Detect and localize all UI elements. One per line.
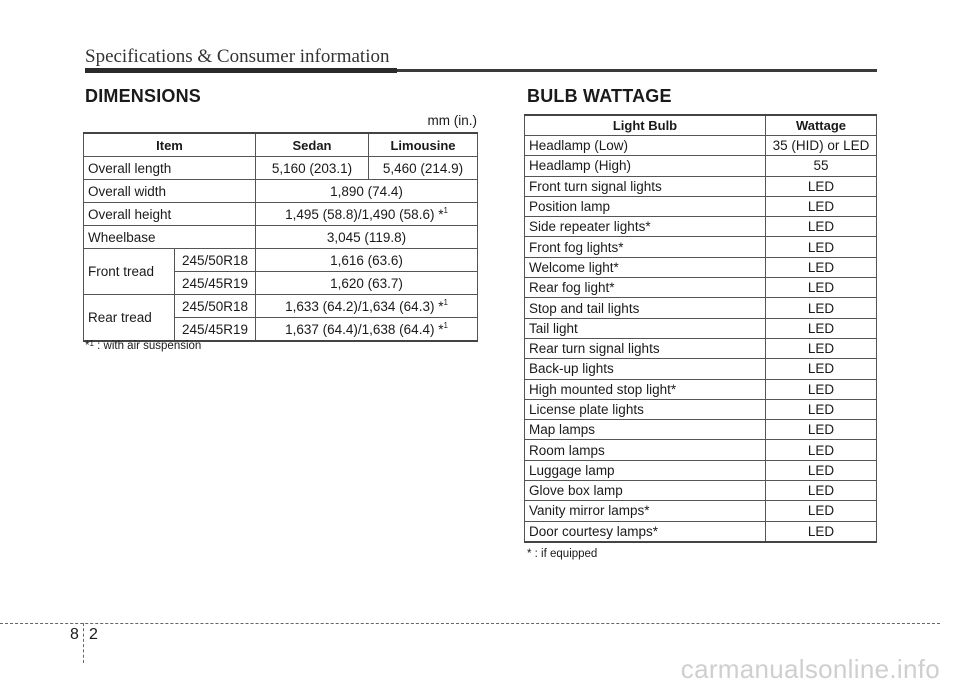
- bulb-wattage: LED: [766, 481, 877, 501]
- table-row: [525, 501, 877, 521]
- footnote-mark: 1: [89, 339, 94, 348]
- item-label: Rear tread: [84, 295, 175, 342]
- bulb-wattage: LED: [766, 399, 877, 419]
- bulb-name: Glove box lamp: [525, 481, 766, 501]
- page-number: 2: [89, 626, 98, 643]
- bulb-wattage: LED: [766, 440, 877, 460]
- bulb-wattage: LED: [766, 237, 877, 257]
- bulb-name: High mounted stop light*: [525, 379, 766, 399]
- bulb-name: Headlamp (High): [525, 156, 766, 176]
- table-row: [525, 176, 877, 196]
- table-row: [525, 338, 877, 358]
- footnote-star: *: [85, 340, 90, 352]
- footer-rule: [0, 623, 940, 624]
- bulb-name: Rear fog light*: [525, 278, 766, 298]
- watermark: carmanualsonline.info: [680, 654, 940, 684]
- table-row: [84, 295, 478, 318]
- bulb-wattage: LED: [766, 318, 877, 338]
- shared-value: [256, 295, 478, 318]
- value-text: 1,495 (58.8)/1,490 (58.6) *: [285, 206, 444, 222]
- table-row: [84, 203, 478, 226]
- bulb-wattage: LED: [766, 298, 877, 318]
- footer-divider: [83, 623, 84, 663]
- bulb-name: Tail light: [525, 318, 766, 338]
- tire-size: 245/45R19: [175, 318, 256, 342]
- table-header-row: [525, 115, 877, 136]
- col-header-limousine: Limousine: [369, 133, 478, 157]
- table-row: [525, 420, 877, 440]
- shared-value: 3,045 (119.8): [256, 226, 478, 249]
- bulb-wattage: LED: [766, 420, 877, 440]
- table-row: [525, 359, 877, 379]
- page-section: 8: [70, 626, 79, 643]
- dimensions-footnote: [85, 340, 201, 352]
- value-text: 1,633 (64.2)/1,634 (64.3) *: [285, 298, 444, 314]
- bulb-name: Position lamp: [525, 196, 766, 216]
- bulb-name: Stop and tail lights: [525, 298, 766, 318]
- table-row: [525, 237, 877, 257]
- bulb-wattage: LED: [766, 460, 877, 480]
- bulb-name: Welcome light*: [525, 257, 766, 277]
- bulb-wattage-title: BULB WATTAGE: [527, 86, 672, 106]
- bulb-wattage: LED: [766, 257, 877, 277]
- dimensions-unit: mm (in.): [427, 113, 477, 128]
- col-header-sedan: Sedan: [256, 133, 369, 157]
- item-label: Overall width: [84, 180, 256, 203]
- bulb-wattage: LED: [766, 176, 877, 196]
- table-row: [84, 157, 478, 180]
- shared-value: 1,616 (63.6): [256, 249, 478, 272]
- table-row: [525, 460, 877, 480]
- tire-size: 245/50R18: [175, 249, 256, 272]
- col-header-light-bulb: Light Bulb: [525, 115, 766, 136]
- table-header-row: [84, 133, 478, 157]
- bulb-name: Front fog lights*: [525, 237, 766, 257]
- footnote-text: : with air suspension: [93, 340, 202, 352]
- bulb-name: Rear turn signal lights: [525, 338, 766, 358]
- table-row: [84, 180, 478, 203]
- bulb-wattage: LED: [766, 278, 877, 298]
- col-header-item: Item: [84, 133, 256, 157]
- bulb-name: Headlamp (Low): [525, 136, 766, 156]
- table-row: [84, 249, 478, 272]
- bulb-wattage: LED: [766, 359, 877, 379]
- tire-size: 245/45R19: [175, 272, 256, 295]
- item-label: Front tread: [84, 249, 175, 295]
- bulb-footnote: * : if equipped: [527, 548, 598, 560]
- bulb-wattage-table: [524, 114, 877, 543]
- bulb-name: Front turn signal lights: [525, 176, 766, 196]
- bulb-name: License plate lights: [525, 399, 766, 419]
- bulb-name: Side repeater lights*: [525, 217, 766, 237]
- bulb-wattage: 35 (HID) or LED: [766, 136, 877, 156]
- bulb-name: Door courtesy lamps*: [525, 521, 766, 542]
- footnote-mark: 1: [443, 205, 448, 215]
- dimensions-title: DIMENSIONS: [85, 86, 202, 106]
- dimensions-table: [83, 132, 478, 342]
- bulb-name: Vanity mirror lamps*: [525, 501, 766, 521]
- sedan-value: 5,160 (203.1): [256, 157, 369, 180]
- table-row: [525, 379, 877, 399]
- bulb-name: Map lamps: [525, 420, 766, 440]
- table-row: [525, 257, 877, 277]
- bulb-wattage: LED: [766, 501, 877, 521]
- bulb-name: Room lamps: [525, 440, 766, 460]
- tire-size: 245/50R18: [175, 295, 256, 318]
- bulb-wattage: 55: [766, 156, 877, 176]
- chapter-title: Specifications & Consumer information: [85, 46, 390, 67]
- col-header-wattage: Wattage: [766, 115, 877, 136]
- limousine-value: 5,460 (214.9): [369, 157, 478, 180]
- shared-value: [256, 203, 478, 226]
- footnote-mark: 1: [443, 320, 448, 330]
- table-row: [525, 156, 877, 176]
- table-row: [525, 217, 877, 237]
- table-row: [525, 399, 877, 419]
- table-row: [525, 298, 877, 318]
- shared-value: 1,890 (74.4): [256, 180, 478, 203]
- value-text: 1,637 (64.4)/1,638 (64.4) *: [285, 321, 444, 337]
- table-row: [525, 521, 877, 542]
- table-row: [525, 481, 877, 501]
- bulb-wattage: LED: [766, 521, 877, 542]
- table-row: [525, 278, 877, 298]
- bulb-wattage: LED: [766, 217, 877, 237]
- header-rule-accent: [85, 68, 397, 73]
- shared-value: 1,620 (63.7): [256, 272, 478, 295]
- bulb-wattage: LED: [766, 338, 877, 358]
- item-label: Wheelbase: [84, 226, 256, 249]
- item-label: Overall height: [84, 203, 256, 226]
- bulb-name: Back-up lights: [525, 359, 766, 379]
- table-row: [525, 136, 877, 156]
- item-label: Overall length: [84, 157, 256, 180]
- bulb-name: Luggage lamp: [525, 460, 766, 480]
- footnote-mark: 1: [443, 297, 448, 307]
- shared-value: [256, 318, 478, 342]
- table-row: [525, 196, 877, 216]
- bulb-wattage: LED: [766, 196, 877, 216]
- table-row: [525, 318, 877, 338]
- table-row: [84, 226, 478, 249]
- table-row: [525, 440, 877, 460]
- bulb-wattage: LED: [766, 379, 877, 399]
